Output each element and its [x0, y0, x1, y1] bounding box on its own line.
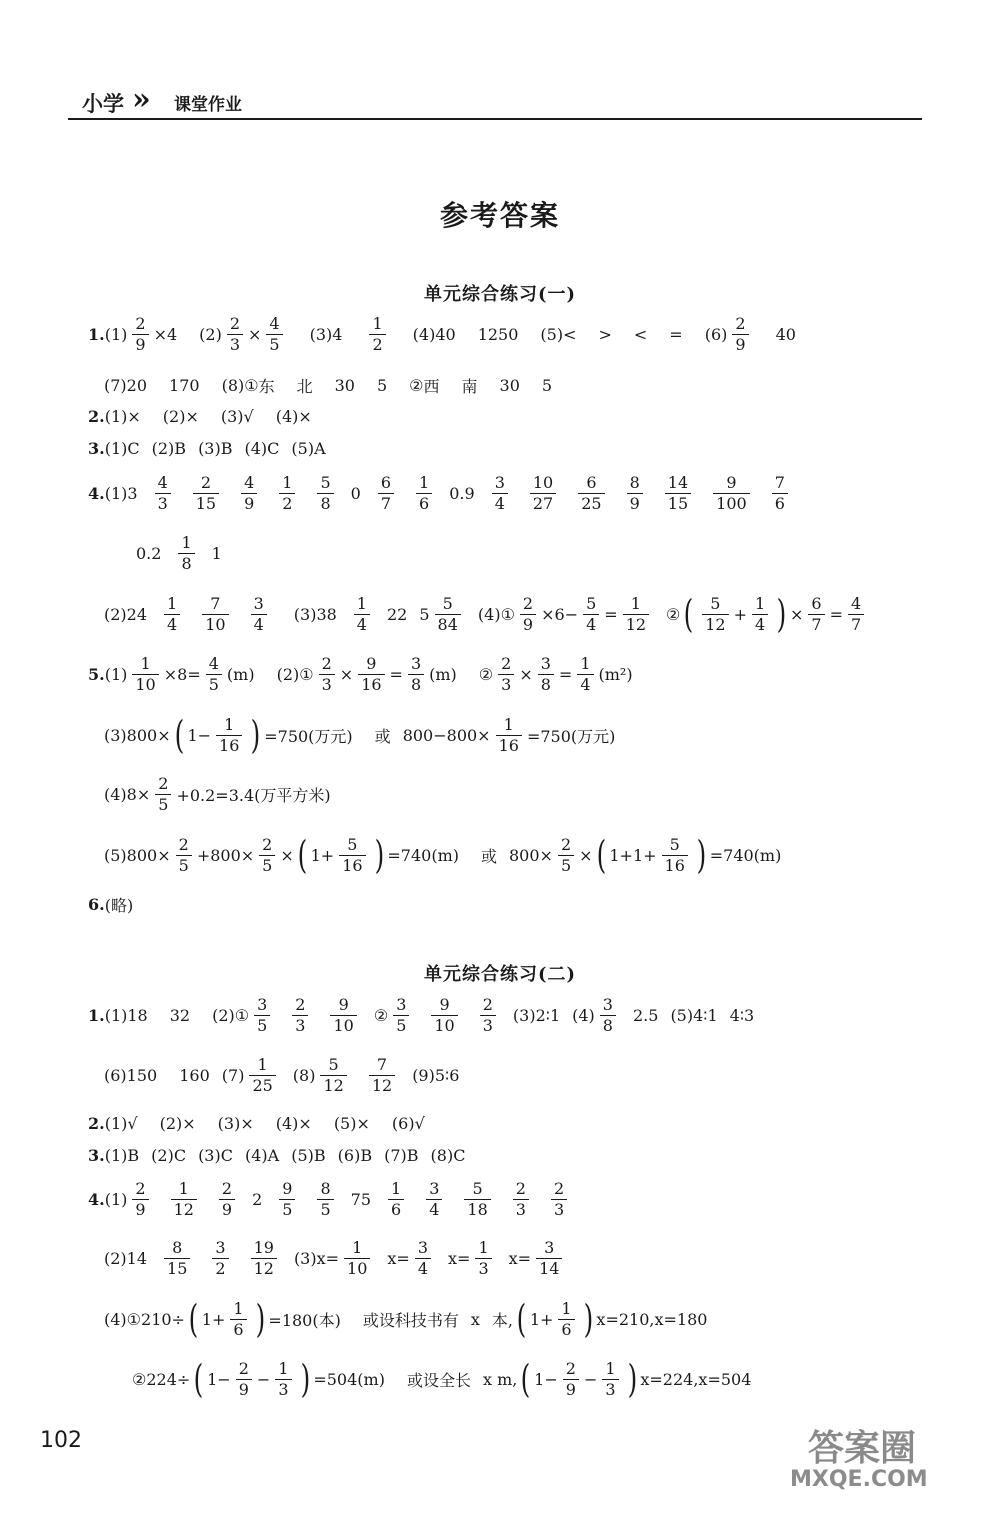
answer-line: 6. (略): [88, 895, 134, 915]
watermark: [790, 1420, 928, 1492]
answer-line: (5) 800× $\frac{2}{5}$ +800× $\frac{2}{5}$ × ( 1+ $\frac{5}{16}$ ) =740(m) 或 800× $\frac{2}{5}$ × ( 1+1+ $\frac{5}{16}$ ) =740(m): [104, 833, 782, 877]
watermark-logo: 答案圈: [808, 1427, 917, 1469]
answer-line: 3. (1) B (2) C (3) C (4) A (5) B (6) B (7) B (8) C: [88, 1146, 466, 1165]
answer-line: 4. (1) $\frac{2}{9}$ $\frac{1}{12}$ $\frac{2}{9}$ 2 $\frac{9}{5}$ $\frac{8}{5}$ 75 $\frac{1}{6}$ $\frac{3}{4}$ $\frac{5}{18}$ $\frac{2}{3}$ $\frac{2}{3}$: [88, 1181, 572, 1218]
section-heading-1: 单元综合练习(一): [423, 284, 577, 305]
answer-line: (4) 8× $\frac{2}{5}$ +0.2=3.4(万平方米): [104, 774, 331, 814]
section-heading-2: 单元综合练习(二): [423, 964, 577, 985]
answer-line: (2) 14 $\frac{8}{15}$ $\frac{3}{2}$ $\frac{19}{12}$ (3) x= $\frac{1}{10}$ x= $\frac{3}{4}$ x= $\frac{1}{3}$ x= $\frac{3}{14}$: [104, 1240, 567, 1277]
answer-line: 5. (1) $\frac{1}{10}$ ×8 = $\frac{4}{5}$ (m) (2) ① $\frac{2}{3}$ × $\frac{9}{16}$ = $\frac{3}{8}$ (m) ② $\frac{2}{3}$ × $\frac{3}{8}$ = $\frac{1}{4}$ (m²): [88, 654, 633, 694]
answer-line: (4) ① 210÷ ( 1+ $\frac{1}{6}$ ) =180(本) 或设科技书有 x 本, ( 1+ $\frac{1}{6}$ ) x=210, x=180: [104, 1297, 708, 1341]
answer-line: 1. (1) $\frac{2}{9}$ ×4 (2) $\frac{2}{3}$ × $\frac{4}{5}$ (3) 4 $\frac{1}{2}$ (4) 40 1250 (5) < > < = (6) $\frac{2}{9}$ 40: [88, 314, 796, 354]
chevron-icon: »: [132, 82, 145, 117]
answer-line: (2) 24 $\frac{1}{4}$ $\frac{7}{10}$ $\frac{3}{4}$ (3) 38 $\frac{1}{4}$ 22 5 $\frac{5}{84}$ (4) ① $\frac{2}{9}$ ×6 − $\frac{5}{4}$ = $\frac{1}{12}$ ② ( $\frac{5}{12}$ + $\frac{1}{4}$ ) × $\frac{6}{7}$ = $\frac{4}{7}$: [104, 595, 869, 633]
answer-line: ② 224÷ ( 1− $\frac{2}{9}$ − $\frac{1}{3}$ ) =504(m) 或设全长 x m, ( 1− $\frac{2}{9}$ − $\frac{1}{3}$ ) x=224, x=504: [132, 1357, 752, 1401]
answer-line: 2. (1) × (2) × (3) √ (4) ×: [88, 407, 312, 426]
answer-line: (3) 800× ( 1− $\frac{1}{16}$ ) =750(万元) 或 800−800× $\frac{1}{16}$ =750(万元): [104, 713, 616, 757]
answer-line: 2. (1) √ (2) × (3) × (4) × (5) × (6) √: [88, 1114, 425, 1133]
answer-line: (6) 150 160 (7) $\frac{1}{25}$ (8) $\frac{5}{12}$ $\frac{7}{12}$ (9) 5∶6: [104, 1055, 460, 1095]
answer-line: 4. (1) 3 $\frac{4}{3}$ $\frac{2}{15}$ $\frac{4}{9}$ $\frac{1}{2}$ $\frac{5}{8}$ 0 $\frac{6}{7}$ $\frac{1}{6}$ 0.9 $\frac{3}{4}$ $\frac{10}{27}$ $\frac{6}{25}$ $\frac{8}{9}$ $\frac{14}{15}$ $\frac{9}{100}$ $\frac{7}{6}$: [88, 475, 793, 512]
answer-line: (7) 20 170 (8) ① 东 北 30 5 ② 西 南 30 5: [104, 376, 553, 396]
header-rule: [68, 118, 922, 120]
header-right: 课堂作业: [174, 95, 242, 115]
answer-line: 3. (1) C (2) B (3) B (4) C (5) A: [88, 439, 326, 458]
header-left: 小学: [82, 92, 124, 116]
page-number: 102: [40, 1428, 82, 1453]
page-header: [62, 84, 922, 124]
page-title: 参考答案: [439, 199, 560, 232]
answer-line: 0.2 $\frac{1}{8}$ 1: [136, 533, 222, 573]
answer-line: 1. (1) 18 32 (2) ① $\frac{3}{5}$ $\frac{2}{3}$ $\frac{9}{10}$ ② $\frac{3}{5}$ $\frac{9}{10}$ $\frac{2}{3}$ (3) 2∶1 (4) $\frac{3}{8}$ 2.5 (5) 4∶1 4∶3: [88, 995, 755, 1035]
watermark-url: MXQE.COM: [790, 1467, 928, 1492]
